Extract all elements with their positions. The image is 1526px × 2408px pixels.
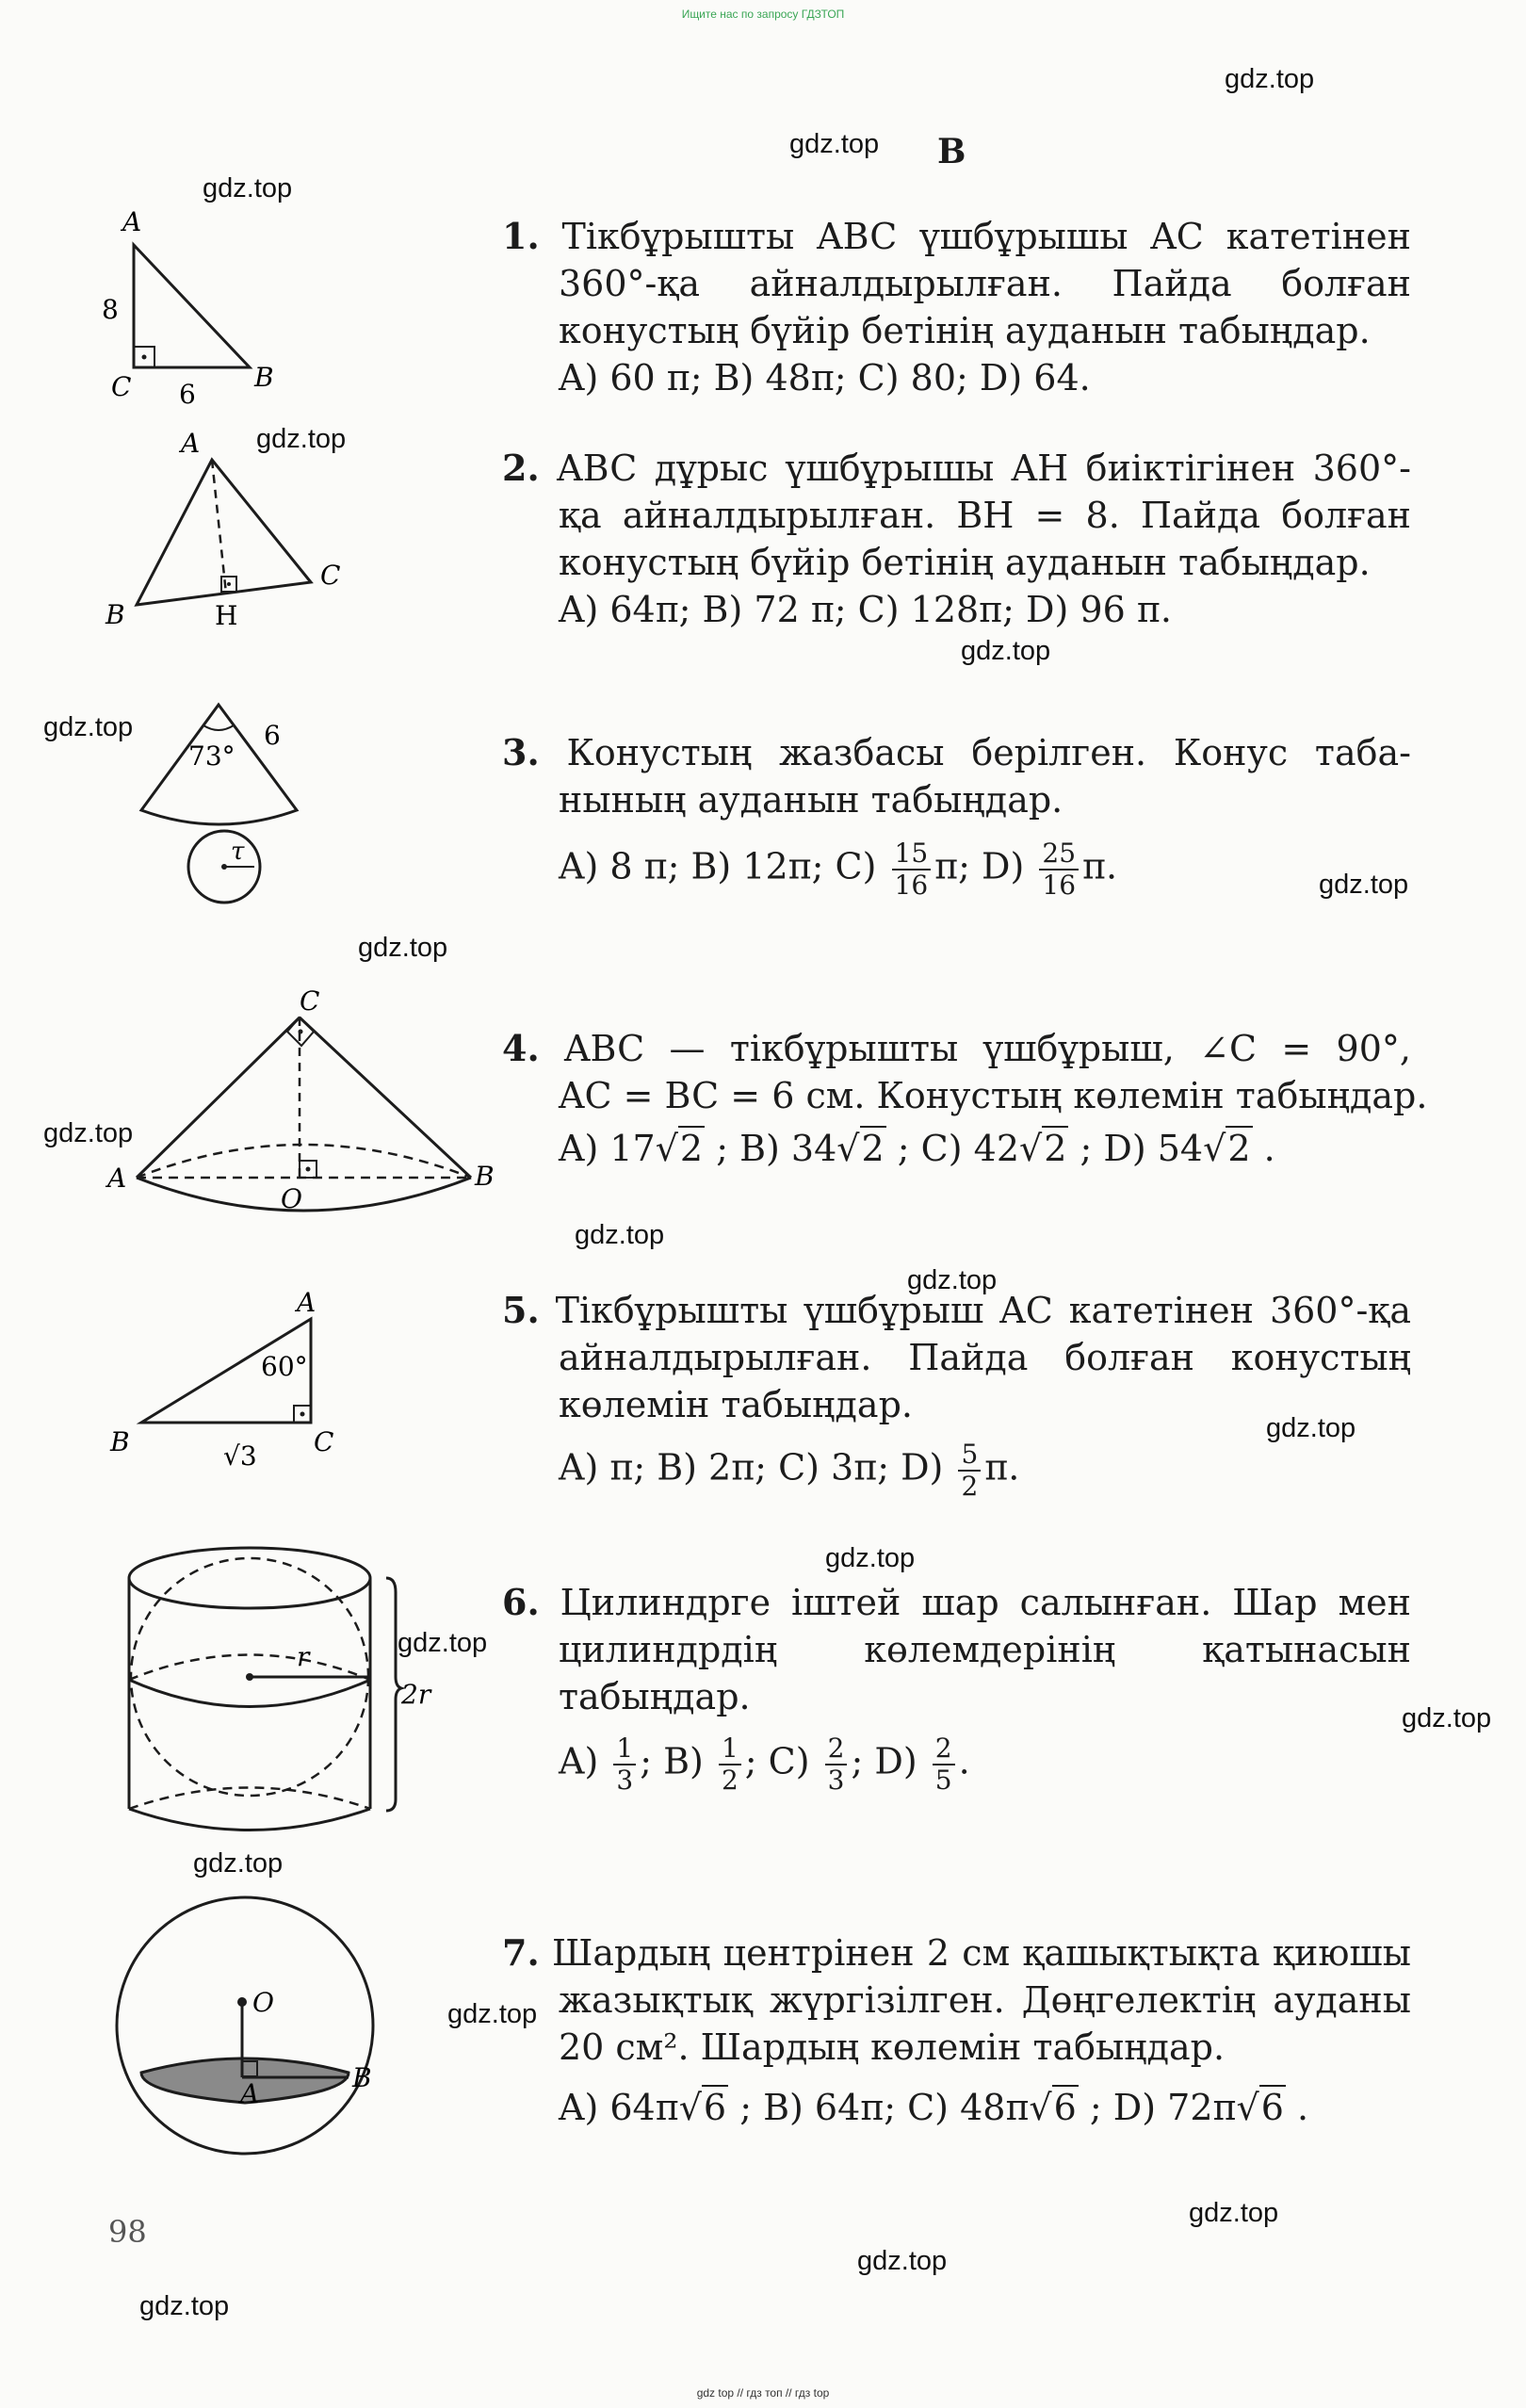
- watermark: gdz.top: [193, 1848, 284, 1879]
- label-a: A: [107, 1163, 127, 1194]
- fraction: [1039, 838, 1079, 901]
- label-a: A: [240, 2078, 260, 2109]
- page-number: 98: [108, 2214, 147, 2250]
- radicand: 2: [861, 1128, 885, 1169]
- problem-text-line: [502, 1287, 1411, 1334]
- watermark: gdz.top: [139, 2291, 230, 2321]
- answer-options: A) 60 π; B) 48π; C) 80; D) 64.: [559, 357, 1091, 399]
- problem-number: 5.: [502, 1289, 540, 1331]
- text: ; B): [640, 1740, 704, 1782]
- problem-text-line: айналдырылған. Пайда болған конустың: [559, 1337, 1411, 1378]
- problem-text-line: 20 см². Шардың көлемін табыңдар.: [559, 2026, 1226, 2068]
- watermark: gdz.top: [1189, 2198, 1279, 2228]
- problem-4: [502, 1025, 1428, 1172]
- watermark: gdz.top: [1319, 870, 1409, 900]
- radicand: 2: [679, 1128, 704, 1169]
- watermark: gdz.top: [825, 1543, 916, 1573]
- problem-number: 2.: [502, 447, 540, 489]
- figure-6-cylinder-sphere: [113, 1536, 431, 1856]
- label-b: B: [106, 599, 125, 630]
- problem-text-line: нының ауданын табыңдар.: [559, 779, 1063, 821]
- denominator: 2: [961, 1471, 979, 1502]
- denominator: 2: [721, 1765, 739, 1796]
- denominator: 16: [1042, 870, 1077, 901]
- problem-number: 1.: [502, 215, 540, 257]
- text: Шардың центрінен 2 см қашықтықта қиюшы: [551, 1932, 1411, 1974]
- answer-options: [502, 2084, 1411, 2131]
- label-b: B: [352, 2062, 372, 2093]
- figure-1-right-triangle: [94, 198, 339, 415]
- problem-number: 4.: [502, 1027, 540, 1069]
- answer-options: A) 64π; B) 72 π; C) 128π; D) 96 π.: [559, 589, 1172, 630]
- problem-text-line: 360°-қа айналдырылған. Пайда болған: [559, 263, 1411, 304]
- problem-text-line: [502, 213, 1411, 260]
- figure-7-sphere-section: [113, 1884, 414, 2176]
- numerator: 5: [958, 1440, 981, 1472]
- text: ABC дұрыс үшбұрышы AH биіктігінен 360°-: [557, 447, 1411, 489]
- problem-text-line: AC = BC = 6 см. Конустың көлемін табыңдар.: [559, 1075, 1428, 1116]
- section-letter: B: [937, 132, 966, 171]
- figure-4-cone: [94, 980, 509, 1215]
- radicand: 6: [1053, 2087, 1077, 2128]
- text: .: [1297, 2087, 1309, 2128]
- denominator: 3: [616, 1765, 634, 1796]
- watermark: gdz.top: [43, 1118, 134, 1148]
- watermark: gdz.top: [256, 424, 347, 454]
- numerator: 25: [1039, 838, 1079, 870]
- problem-text-line: көлемін табыңдар.: [559, 1384, 913, 1425]
- label-b: B: [110, 1426, 130, 1457]
- label-leg-ac: 8: [102, 294, 119, 325]
- bottom-banner: gdz top // гдз топ // гдз top: [696, 2386, 830, 2400]
- text: π; D): [934, 845, 1025, 887]
- label-c: C: [320, 560, 341, 591]
- radicand: 2: [1044, 1128, 1067, 1169]
- text: π.: [1082, 845, 1118, 887]
- text: ; D): [851, 1740, 917, 1782]
- text: Конустың жазбасы берілген. Конус таба-: [566, 732, 1411, 773]
- label-angle: 60°: [261, 1351, 308, 1382]
- watermark: gdz.top: [1266, 1413, 1356, 1443]
- answer-options: [502, 838, 1411, 901]
- problem-number: 3.: [502, 731, 540, 773]
- top-banner: Ищите нас по запросу ГДЗТОП: [681, 8, 845, 21]
- problem-text-line: конустың бүйір бетінің ауданын табыңдар.: [559, 310, 1371, 351]
- label-a: A: [122, 206, 142, 237]
- problem-5: [502, 1287, 1411, 1502]
- sqrt: √2: [836, 1128, 885, 1169]
- problem-6: [502, 1579, 1411, 1796]
- watermark: gdz.top: [907, 1265, 998, 1295]
- denominator: 5: [934, 1765, 952, 1796]
- numerator: 2: [825, 1733, 848, 1765]
- problem-text-line: [502, 445, 1411, 492]
- watermark: gdz.top: [398, 1628, 488, 1658]
- watermark: gdz.top: [43, 712, 134, 742]
- text: π.: [984, 1446, 1020, 1489]
- label-a: A: [181, 428, 201, 459]
- fraction: [892, 838, 932, 901]
- problem-number: 7.: [502, 1931, 540, 1974]
- label-c: C: [111, 371, 132, 402]
- text: ; C) 42: [897, 1128, 1019, 1169]
- label-leg: √3: [223, 1440, 257, 1472]
- figure-3-cone-net: [113, 688, 358, 923]
- text: Цилиндрге іштей шар салынған. Шар мен: [560, 1582, 1411, 1623]
- fraction: [958, 1440, 981, 1502]
- label-radius: τ: [231, 838, 245, 866]
- problem-text-line: табыңдар.: [559, 1676, 751, 1717]
- text: ; D) 54: [1080, 1128, 1204, 1169]
- label-a: A: [297, 1287, 317, 1318]
- label-r: r: [297, 1641, 310, 1672]
- sqrt: √6: [1236, 2087, 1284, 2128]
- answer-options: [502, 1733, 1411, 1796]
- radicand: 2: [1227, 1128, 1251, 1169]
- text: ; B) 34: [716, 1128, 837, 1169]
- figure-5-right-triangle: [99, 1281, 372, 1479]
- text: ; B) 64π; C) 48π: [739, 2087, 1030, 2128]
- problem-1: [502, 213, 1411, 401]
- radicand: 6: [1260, 2087, 1284, 2128]
- fraction: [719, 1733, 741, 1796]
- problem-text-line: [502, 729, 1411, 776]
- label-slant: 6: [264, 720, 281, 751]
- figure-2-triangle-altitude: [94, 424, 367, 641]
- numerator: 2: [933, 1733, 955, 1765]
- watermark: gdz.top: [1402, 1703, 1492, 1733]
- text: A): [559, 1740, 599, 1782]
- text: .: [1263, 1128, 1275, 1169]
- fraction: [825, 1733, 848, 1796]
- text: A) 64π: [559, 2087, 679, 2128]
- text: Тікбұрышты ABC үшбұрышы AC катетінен: [561, 216, 1411, 257]
- problem-text-line: [502, 1929, 1411, 1977]
- label-c: C: [300, 985, 320, 1017]
- numerator: 15: [892, 838, 932, 870]
- sqrt: √2: [1203, 1128, 1251, 1169]
- problem-7: [502, 1929, 1411, 2131]
- text: ; D) 72π: [1089, 2087, 1237, 2128]
- numerator: 1: [719, 1733, 741, 1765]
- problem-number: 6.: [502, 1581, 540, 1623]
- label-b: B: [254, 362, 274, 393]
- answer-options: [502, 1125, 1411, 1172]
- watermark: gdz.top: [575, 1220, 665, 1250]
- watermark: gdz.top: [1225, 64, 1315, 94]
- watermark: gdz.top: [358, 933, 448, 963]
- label-height: 2r: [401, 1679, 431, 1710]
- label-h: H: [215, 600, 238, 631]
- watermark: gdz.top: [447, 1999, 538, 2029]
- denominator: 3: [827, 1765, 845, 1796]
- text: ABC — тікбұрышты үшбұрыш, ∠C = 90°,: [564, 1028, 1411, 1069]
- problem-text-line: [502, 1579, 1411, 1626]
- watermark: gdz.top: [789, 129, 880, 159]
- sqrt: √6: [1029, 2087, 1077, 2128]
- fraction: [613, 1733, 636, 1796]
- watermark: gdz.top: [961, 636, 1051, 666]
- sqrt: √2: [655, 1128, 704, 1169]
- problem-text-line: [502, 1025, 1411, 1072]
- label-o: O: [252, 1987, 274, 2018]
- problem-3: [502, 729, 1411, 901]
- numerator: 1: [613, 1733, 636, 1765]
- label-b: B: [475, 1161, 495, 1192]
- problem-text-line: жазықтық жүргізілген. Дөңгелектің ауданы: [559, 1979, 1411, 2021]
- problem-text-line: цилиндрдің көлемдерінің қатынасын: [559, 1629, 1411, 1670]
- label-leg-cb: 6: [179, 379, 196, 410]
- text: Тікбұрышты үшбұрыш AC катетінен 360°-қа: [555, 1290, 1411, 1331]
- problem-text-line: конустың бүйір бетінің ауданын табыңдар.: [559, 542, 1371, 583]
- text: A) 8 π; B) 12π; C): [559, 845, 877, 887]
- watermark: gdz.top: [857, 2246, 948, 2276]
- label-angle: 73°: [188, 740, 235, 772]
- answer-options: [502, 1440, 1411, 1502]
- sqrt: √2: [1019, 1128, 1067, 1169]
- radicand: 6: [703, 2087, 727, 2128]
- text: A) 17: [559, 1128, 656, 1169]
- text: .: [958, 1740, 970, 1782]
- problem-text-line: қа айналдырылған. BH = 8. Пайда болған: [559, 495, 1411, 536]
- fraction: [933, 1733, 955, 1796]
- label-c: C: [314, 1426, 334, 1457]
- denominator: 16: [894, 870, 929, 901]
- problem-2: [502, 445, 1411, 633]
- text: A) π; B) 2π; C) 3π; D): [559, 1446, 944, 1489]
- text: ; C): [744, 1740, 810, 1782]
- watermark: gdz.top: [203, 173, 293, 203]
- label-o: O: [281, 1183, 302, 1214]
- sqrt: √6: [678, 2087, 727, 2128]
